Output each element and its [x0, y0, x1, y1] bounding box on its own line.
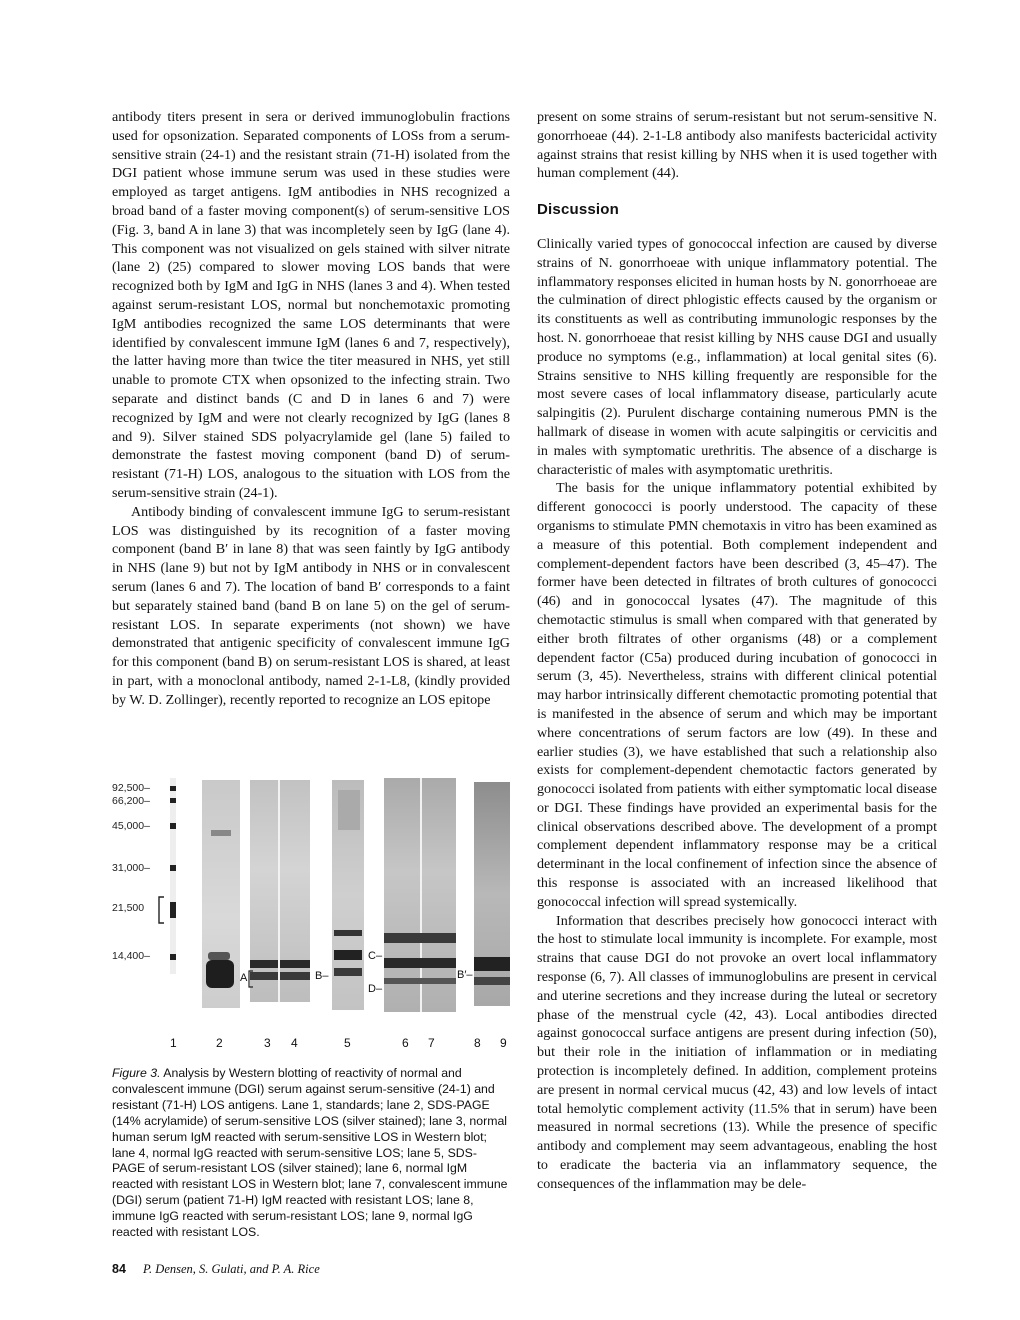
- band-label-d: D–: [368, 983, 383, 995]
- mw-marker-92500: 92,500–: [112, 782, 150, 794]
- lane-number-5: 5: [344, 1036, 351, 1050]
- bracket-icon: [248, 970, 254, 988]
- lane-number-9: 9: [500, 1036, 507, 1050]
- right-column: [537, 108, 937, 1194]
- lane-number-3: 3: [264, 1036, 271, 1050]
- right-paragraph-2: Clinically varied types of gonococcal infection are caused by diverse strains of N. gonorrhoeae with unique inflammatory potential. The inflammatory responses elicited in human hosts by N. gonorrhoeae are the culmination of direct phlogistic effects caused by the organism or its constituents as well as contributing immunologic responses by the host. N. gonorrhoeae that resist killing by NHS cause DGI and usually produce no symptoms (e.g., inflammation) at local genital sites (6). Strains sensitive to NHS killing frequently are responsible for the most severe cases of local inflammatory disease, particularly acute salpingitis (2). Purulent discharge containing numerous PMN is the hallmark of disease in women with acute salpingitis or cervicitis and in males with symptomatic urethritis. The absence of a discharge is characteristic of males with asymptomatic urethritis.: [537, 235, 937, 478]
- footer-authors: P. Densen, S. Gulati, and P. A. Rice: [143, 1262, 320, 1276]
- left-paragraph-1: antibody titers present in sera or derived immunoglobulin fractions used for opsonization. Separated components of LOSs from a serum-sensitive strain (24-1) and the resistant strain (71-H) isolated from the DGI patient whose immune serum was used in these studies were employed as target antigens. IgM antibodies in NHS recognized a broad band of a faster moving component(s) of serum-sensitive LOS (Fig. 3, band A in lane 3) that was incompletely seen by IgG (lane 4). This component was not visualized on gels stained with silver nitrate (lane 2) (25) compared to slower moving LOS bands that were recognized both by IgM and IgG in NHS (lanes 3 and 4). When tested against serum-resistant LOS, normal but nonchemotaxic promoting IgM antibodies recognized the same LOS determinants that were identified by convalescent immune IgM (lanes 6 and 7, respectively), the latter having more than twice the titer measured in NHS, yet still unable to promote CTX when opsonized to the infecting strain. Two separate and distinct bands (C and D in lanes 6 and 7) were recognized by IgM and were not clearly recognized by IgG (lanes 8 and 9). Silver stained SDS polyacrylamide gel (lane 5) failed to demonstrate the fastest moving component (band D) of serum-resistant (71-H) LOS, analogous to the situation with LOS from the serum-sensitive strain (24-1).: [112, 109, 510, 501]
- page-footer: [112, 1262, 320, 1277]
- right-paragraph-4: Information that describes precisely how gonococci interact with the host to stimulate local immunity is incomplete. For example, most strains that cause DGI do not provoke an overt local inflammatory response (6, 7). All classes of immunoglobulins are present in cervical and uterine secretions and they increase during the luteal or secretory phase of the menstrual cycle (42, 43). Local antibodies directed against gonococcal surface antigens are present during infection (50), but their role in the initiation of inflammation or in mediating protection is incompletely defined. In addition, complement proteins are present in normal cervical mucus (42, 43) and low levels of intact total hemolytic complement activity (11.5% that in serum) have been measured in normal secretions (13). While the presence of specific antibody and complement may seem advantageous, enabling the host to eradicate the bacteria via an inflammatory sequence, the consequences of the inflammation may be dele-: [537, 912, 937, 1192]
- figure-3-blot: [112, 778, 512, 1060]
- lanes-6-7-blot: [384, 778, 456, 1012]
- figure-caption: [112, 1066, 510, 1241]
- lane-2-gel: [202, 780, 240, 1008]
- lane-number-4: 4: [291, 1036, 298, 1050]
- lane-number-7: 7: [428, 1036, 435, 1050]
- lane-1-standards: [170, 778, 176, 974]
- caption-label: Figure 3.: [112, 1066, 161, 1080]
- mw-marker-21500: 21,500: [112, 902, 145, 914]
- lanes-3-4-blot: [250, 780, 310, 1002]
- right-paragraph-3: The basis for the unique inflammatory potential exhibited by different gonococci is poorly understood. The capacity of these organisms to stimulate PMN chemotaxis in vitro has been examined as a measure of this potential. Both complement independent and complement-dependent factors have been described (3, 45–47). The former have been detected in filtrates of broth cultures of gonococci (46) and in gonococcal lysates (47). The magnitude of this chemotactic stimulus is small when compared with that generated by either broth filtrates of other organisms (48) or a complement dependent factor (C5a) produced during incubation of gonococci in serum (3, 45). Nevertheless, strains with different clinical potential may harbor intrinsically different chemotactic promoting potential that is manifested in the absence of serum and which may be important where concentrations of serum factors are low (49). In these and earlier studies (3), we have established that such a relationship also exists for complement-dependent chemotactic factors generated by gonococci isolated from patients with either symptomatic local disease or DGI. These findings have provided an experimental basis for the clinical observations described above. The development of a prompt complement dependent inflammatory response may be a critical determinant in the local confinement of infection since the absence of this response is associated with an increased likelihood that gonococcal infection will spread systemically.: [537, 480, 937, 910]
- band-label-a: A: [240, 972, 248, 984]
- mw-marker-66200: 66,200–: [112, 795, 150, 807]
- lane-number-8: 8: [474, 1036, 481, 1050]
- lane-number-6: 6: [402, 1036, 409, 1050]
- caption-text: Analysis by Western blotting of reactivity of normal and convalescent immune (DGI) serum against serum-sensitive (24-1) and resistant (71-H) LOS antigens. Lane 1, standards; lane 2, SDS-PAGE (14% acrylamide) of serum-sensitive LOS (silver stained); lane 3, normal human serum IgM reacted with serum-sensitive LOS in Western blot; lane 4, normal IgG reacted with serum-sensitive LOS; lane 5, SDS-PAGE of serum-resistant LOS (silver stained); lane 6, normal IgM reacted with resistant LOS in Western blot; lane 7, convalescent immune (DGI) serum (patient 71-H) IgM reacted with resistant LOS; lane 8, immune IgG reacted with serum-resistant LOS; lane 9, normal IgG reacted with resistant LOS.: [112, 1066, 508, 1240]
- lane-number-2: 2: [216, 1036, 223, 1050]
- lane-5-gel: [332, 780, 364, 1010]
- left-column: [112, 108, 510, 710]
- band-label-c: C–: [368, 950, 383, 962]
- lanes-8-9-blot: [474, 782, 510, 1006]
- mw-marker-45000: 45,000–: [112, 820, 150, 832]
- lane-number-1: 1: [170, 1036, 177, 1050]
- left-paragraph-2: Antibody binding of convalescent immune IgG to serum-resistant LOS was distinguished by its recognition of a faster moving component (band B′ in lane 8) that was seen faintly by IgG antibody in NHS (lane 9) but not by IgM antibody in NHS or in convalescent serum (lanes 6 and 7). The location of band B′ corresponds to a faint but separately stained band (band B on lane 5) on the gel of serum-resistant LOS. In separate experiments (not shown) we have demonstrated that antigenic specificity of convalescent immune IgG for this component (band B) on serum-resistant LOS is shared, at least in part, with a monoclonal antibody, named 2-1-L8, (kindly provided by W. D. Zollinger), recently reported to recognize an LOS epitope: [112, 503, 510, 708]
- mw-marker-31000: 31,000–: [112, 862, 150, 874]
- band-label-b-prime: B′–: [457, 969, 473, 981]
- section-heading-discussion: Discussion: [537, 201, 620, 219]
- mw-marker-14400: 14,400–: [112, 950, 150, 962]
- band-label-b: B–: [315, 970, 329, 982]
- page-number: 84: [112, 1262, 126, 1276]
- bracket-icon: [156, 896, 166, 924]
- right-paragraph-1: present on some strains of serum-resistant but not serum-sensitive N. gonorrhoeae (44). 2-1-L8 antibody also manifests bactericidal activity against strains that resist killing by NHS when it is used together with human complement (44).: [537, 109, 937, 182]
